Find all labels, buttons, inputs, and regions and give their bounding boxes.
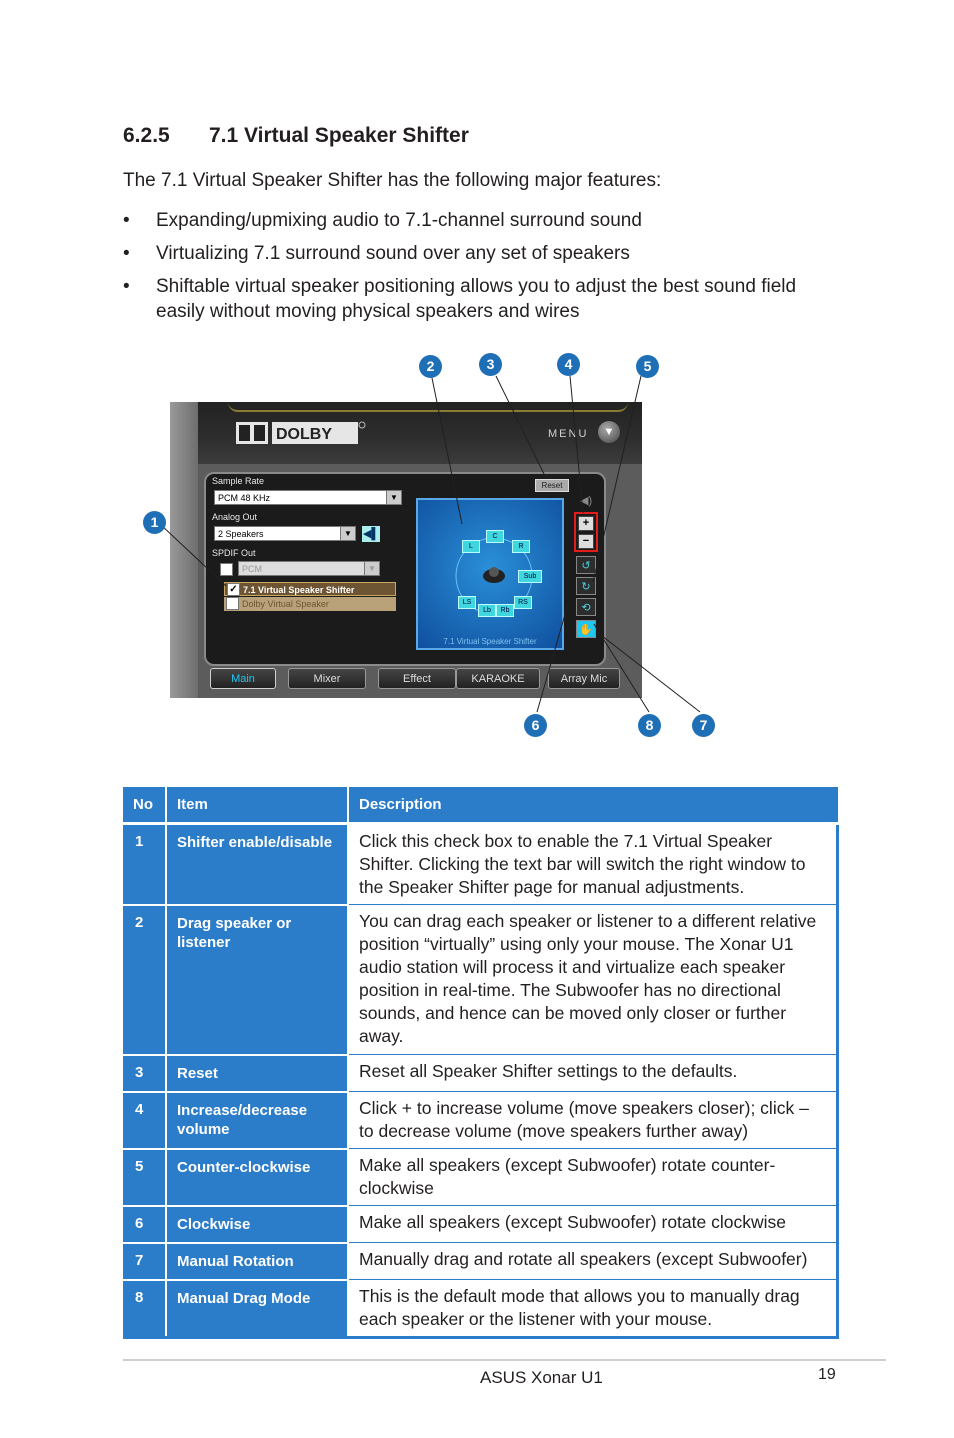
callout-5: 5 [636, 355, 659, 378]
speaker-icon[interactable]: ◀▌ [362, 528, 380, 540]
increase-volume-button[interactable]: + [578, 516, 594, 531]
section-title: 7.1 Virtual Speaker Shifter [209, 124, 469, 147]
spdif-out-label: SPDIF Out [212, 548, 256, 558]
callout-7: 7 [692, 714, 715, 737]
dolby-virtual-checkbox[interactable] [226, 597, 239, 610]
tab-mixer[interactable]: Mixer [288, 668, 366, 689]
section-number: 6.2.5 [123, 124, 170, 147]
bullet-icon: • [123, 276, 130, 297]
section-heading [123, 124, 469, 148]
callout-6: 6 [524, 714, 547, 737]
tab-effect[interactable]: Effect [378, 668, 456, 689]
counter-clockwise-icon: ↺ [581, 560, 591, 572]
dropdown-arrow-icon: ▼ [386, 491, 401, 504]
manual-drag-button[interactable] [576, 620, 596, 638]
table-header [123, 787, 838, 824]
speaker-sub[interactable]: Sub [518, 570, 542, 583]
tab-bar [210, 668, 620, 690]
speaker-l[interactable]: L [462, 540, 480, 553]
tab-karaoke[interactable]: KARAOKE [456, 668, 540, 689]
top-bar [170, 402, 642, 464]
page-number: 19 [818, 1366, 836, 1383]
clockwise-icon: ↻ [581, 581, 591, 593]
chevron-down-icon: ▼ [603, 426, 615, 438]
tab-main[interactable]: Main [210, 668, 276, 689]
volume-icon: ◀) [580, 495, 593, 507]
dolby-logo-icon [236, 420, 366, 446]
speaker-ls[interactable]: LS [458, 596, 476, 609]
rotation-icon: ⟲ [581, 602, 591, 614]
callout-3: 3 [479, 353, 502, 376]
table-row: 4 Increase/decrease volume Click + to increase volume (move speakers closer); click – to decrease volume (move speakers further away) [123, 1092, 838, 1149]
header-no: No [123, 787, 166, 824]
menu-label: MENU [548, 428, 589, 440]
intro-text: The 7.1 Virtual Speaker Shifter has the following major features: [123, 170, 662, 191]
decrease-volume-button[interactable]: − [578, 534, 594, 549]
feature-table [123, 787, 839, 1339]
speaker-rb[interactable]: Rb [496, 604, 514, 617]
table-row: 2 Drag speaker or listener You can drag each speaker or listener to a different relative position “virtually” using only your mouse. The Xonar U1 audio station will process it and virtualize each speaker position in real-time. The Subwoofer has no directional sounds, and hence can be moved only closer or further away. [123, 905, 838, 1055]
volume-controls [574, 512, 598, 552]
reset-button[interactable]: Reset [535, 479, 569, 492]
header-description: Description [348, 787, 838, 824]
list-item: • Expanding/upmixing audio to 7.1-channel surround sound [123, 210, 642, 231]
list-item: • Virtualizing 7.1 surround sound over any set of speakers [123, 243, 630, 264]
bullet-icon: • [123, 243, 130, 264]
speaker-shifter-stage[interactable] [416, 498, 564, 650]
table-row: 5 Counter-clockwise Make all speakers (except Subwoofer) rotate counter-clockwise [123, 1149, 838, 1206]
callout-4: 4 [557, 353, 580, 376]
speaker-lb[interactable]: Lb [478, 604, 496, 617]
counter-clockwise-button[interactable] [576, 556, 596, 574]
tab-array-mic[interactable]: Array Mic [548, 668, 620, 689]
callout-2: 2 [419, 355, 442, 378]
analog-out-select[interactable]: 2 Speakers ▼ [214, 526, 356, 541]
sample-rate-label: Sample Rate [212, 476, 265, 486]
callout-8: 8 [638, 714, 661, 737]
bullet-icon: • [123, 210, 130, 231]
footer-title: ASUS Xonar U1 [480, 1368, 603, 1387]
table-row: 6 Clockwise Make all speakers (except Subwoofer) rotate clockwise [123, 1206, 838, 1243]
hand-icon: ✋ [579, 624, 593, 636]
header-item: Item [166, 787, 348, 824]
sample-rate-select[interactable]: PCM 48 KHz ▼ [214, 490, 402, 505]
manual-rotation-button[interactable] [576, 598, 596, 616]
table-row: 3 Reset Reset all Speaker Shifter settings to the defaults. [123, 1055, 838, 1092]
stage-caption: 7.1 Virtual Speaker Shifter [443, 637, 537, 646]
clockwise-button[interactable] [576, 577, 596, 595]
xonar-screenshot [170, 402, 642, 698]
dropdown-arrow-icon: ▼ [340, 527, 355, 540]
table-row: 8 Manual Drag Mode This is the default mode that allows you to manually drag each speaker or the listener with your mouse. [123, 1280, 838, 1338]
footer-divider [123, 1359, 886, 1361]
speaker-r[interactable]: R [512, 540, 530, 553]
table-row: 1 Shifter enable/disable Click this check box to enable the 7.1 Virtual Speaker Shifter. Clicking the text bar will switch the right window to the Speaker Shifter page for manual adjustments. [123, 824, 838, 905]
spdif-checkbox[interactable] [220, 563, 233, 576]
callout-1: 1 [143, 511, 166, 534]
spdif-select[interactable]: PCM ▼ [238, 561, 380, 576]
shifter-text-bar[interactable]: ✓ 7.1 Virtual Speaker Shifter [224, 582, 396, 596]
table-row: 7 Manual Rotation Manually drag and rotate all speakers (except Subwoofer) [123, 1243, 838, 1280]
speaker-c[interactable]: C [486, 530, 504, 543]
analog-out-label: Analog Out [212, 512, 258, 522]
speaker-rs[interactable]: RS [514, 596, 532, 609]
dropdown-arrow-icon: ▼ [364, 562, 379, 575]
feature-list [123, 208, 843, 332]
list-item: • Shiftable virtual speaker positioning allows you to adjust the best sound field easily without moving physical speakers and wires [123, 276, 797, 322]
svg-text:DOLBY: DOLBY [276, 426, 332, 443]
shifter-checkbox[interactable]: ✓ [227, 583, 240, 596]
dolby-virtual-speaker-bar[interactable]: Dolby Virtual Speaker [224, 597, 396, 611]
menu-button[interactable] [598, 421, 620, 443]
